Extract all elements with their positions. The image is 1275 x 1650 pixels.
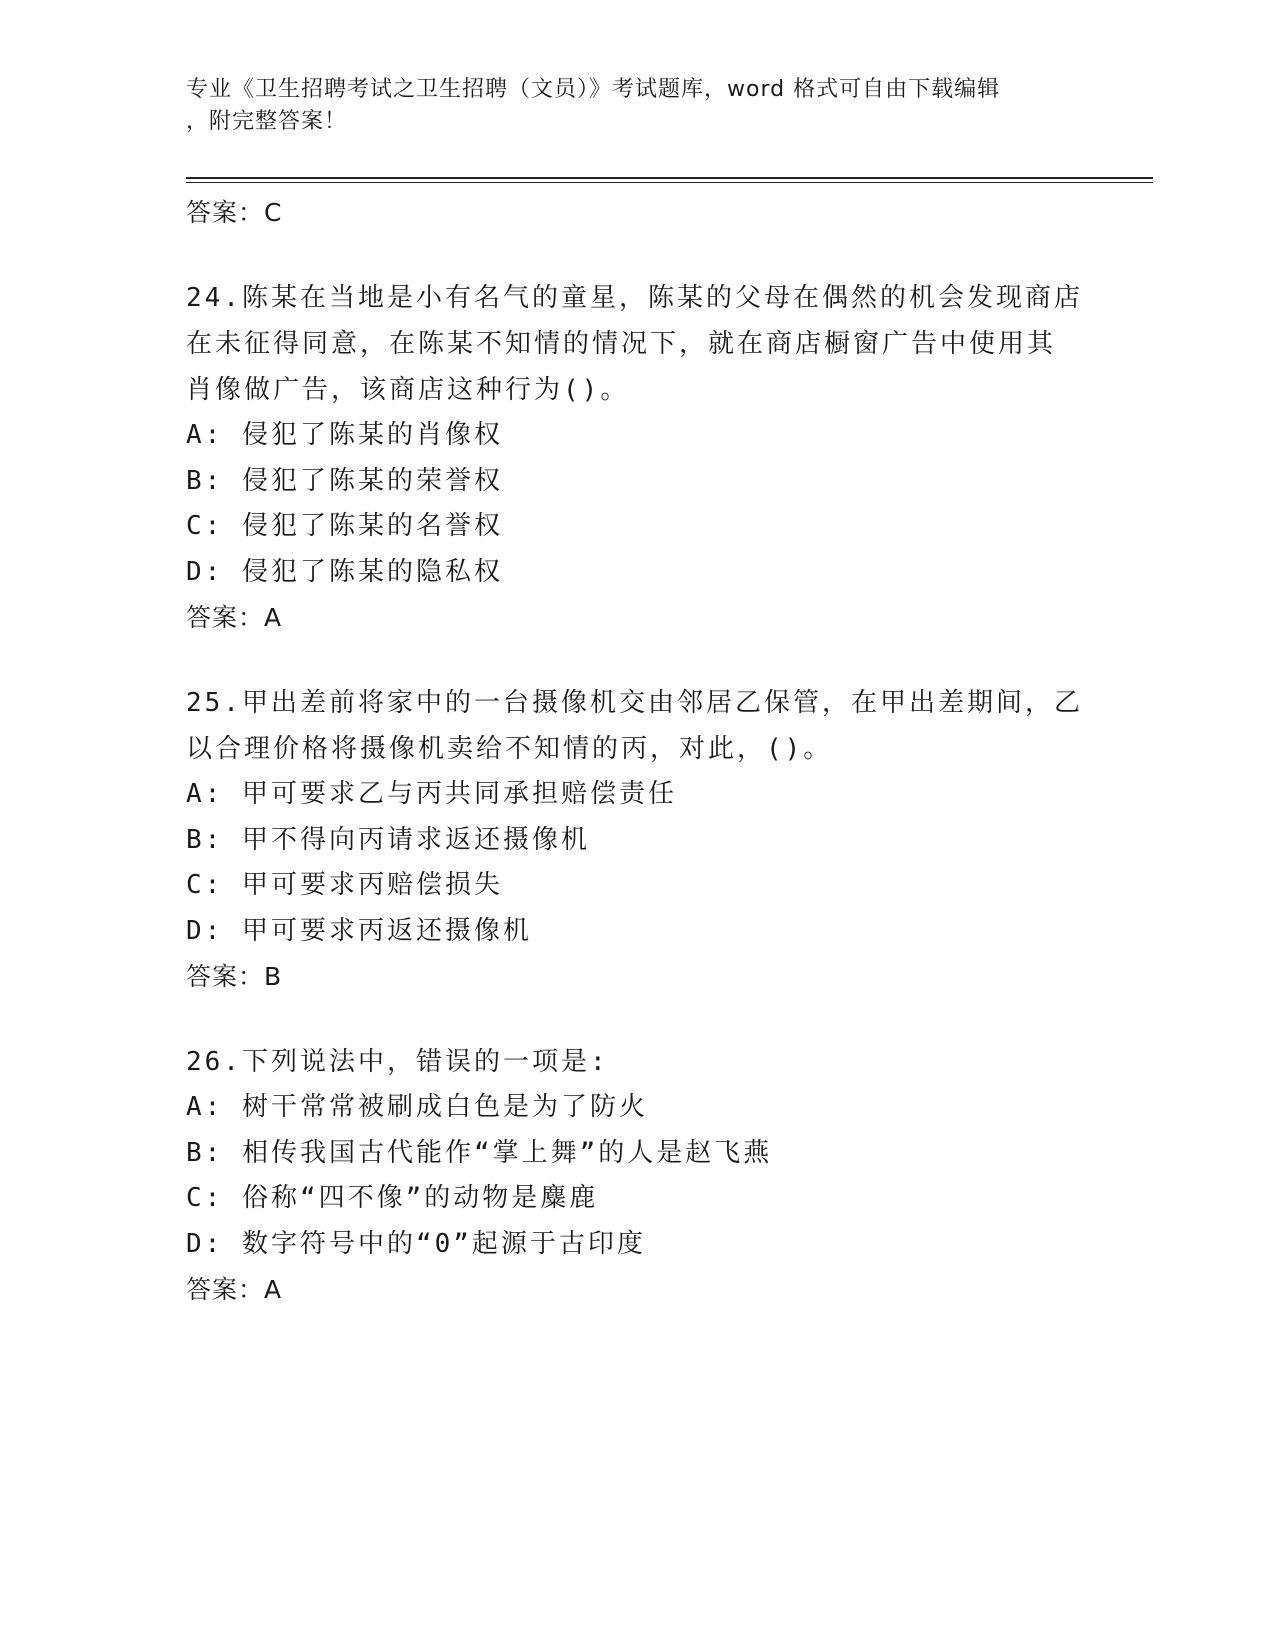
option-a: A: 树干常常被刷成白色是为了防火 — [186, 1092, 648, 1122]
answer: 答案：A — [186, 603, 283, 632]
header-divider-thin — [186, 182, 1153, 183]
question-text-line: 26.下列说法中，错误的一项是: — [186, 1047, 609, 1077]
document-body — [186, 190, 1086, 1312]
header-line-1: 专业《卫生招聘考试之卫生招聘（文员）》考试题库，word 格式可自由下载编辑 — [186, 77, 1001, 102]
document-header — [186, 74, 1086, 138]
question-text-line: 25.甲出差前将家中的一台摄像机交由邻居乙保管，在甲出差期间，乙 — [186, 688, 1083, 718]
option-c: C: 甲可要求丙赔偿损失 — [186, 870, 503, 900]
question-text-line: 以合理价格将摄像机卖给不知情的丙，对此，()。 — [186, 734, 833, 764]
header-line-2: ，附完整答案！ — [186, 109, 348, 134]
question-text-line: 肖像做广告，该商店这种行为()。 — [186, 375, 630, 405]
question-text-line: 24.陈某在当地是小有名气的童星，陈某的父母在偶然的机会发现商店 — [186, 283, 1083, 313]
question-text-line: 在未征得同意，在陈某不知情的情况下，就在商店橱窗广告中使用其 — [186, 329, 1057, 359]
question-25 — [186, 680, 1086, 999]
option-c: C: 俗称“四不像”的动物是麋鹿 — [186, 1183, 599, 1213]
question-26 — [186, 1039, 1086, 1312]
header-divider-thick — [186, 177, 1153, 179]
question-24 — [186, 275, 1086, 640]
option-d: D: 数字符号中的“0”起源于古印度 — [186, 1228, 646, 1259]
answer: 答案：B — [186, 962, 283, 991]
option-c: C: 侵犯了陈某的名誉权 — [186, 511, 503, 541]
answer: 答案：A — [186, 1275, 283, 1304]
option-b: B: 甲不得向丙请求返还摄像机 — [186, 824, 590, 855]
previous-answer: 答案：C — [186, 198, 283, 227]
option-d: D: 甲可要求丙返还摄像机 — [186, 915, 532, 946]
option-b: B: 侵犯了陈某的荣誉权 — [186, 465, 503, 496]
option-a: A: 侵犯了陈某的肖像权 — [186, 420, 503, 450]
option-a: A: 甲可要求乙与丙共同承担赔偿责任 — [186, 779, 677, 809]
option-d: D: 侵犯了陈某的隐私权 — [186, 556, 503, 587]
option-b: B: 相传我国古代能作“掌上舞”的人是赵飞燕 — [186, 1137, 773, 1168]
